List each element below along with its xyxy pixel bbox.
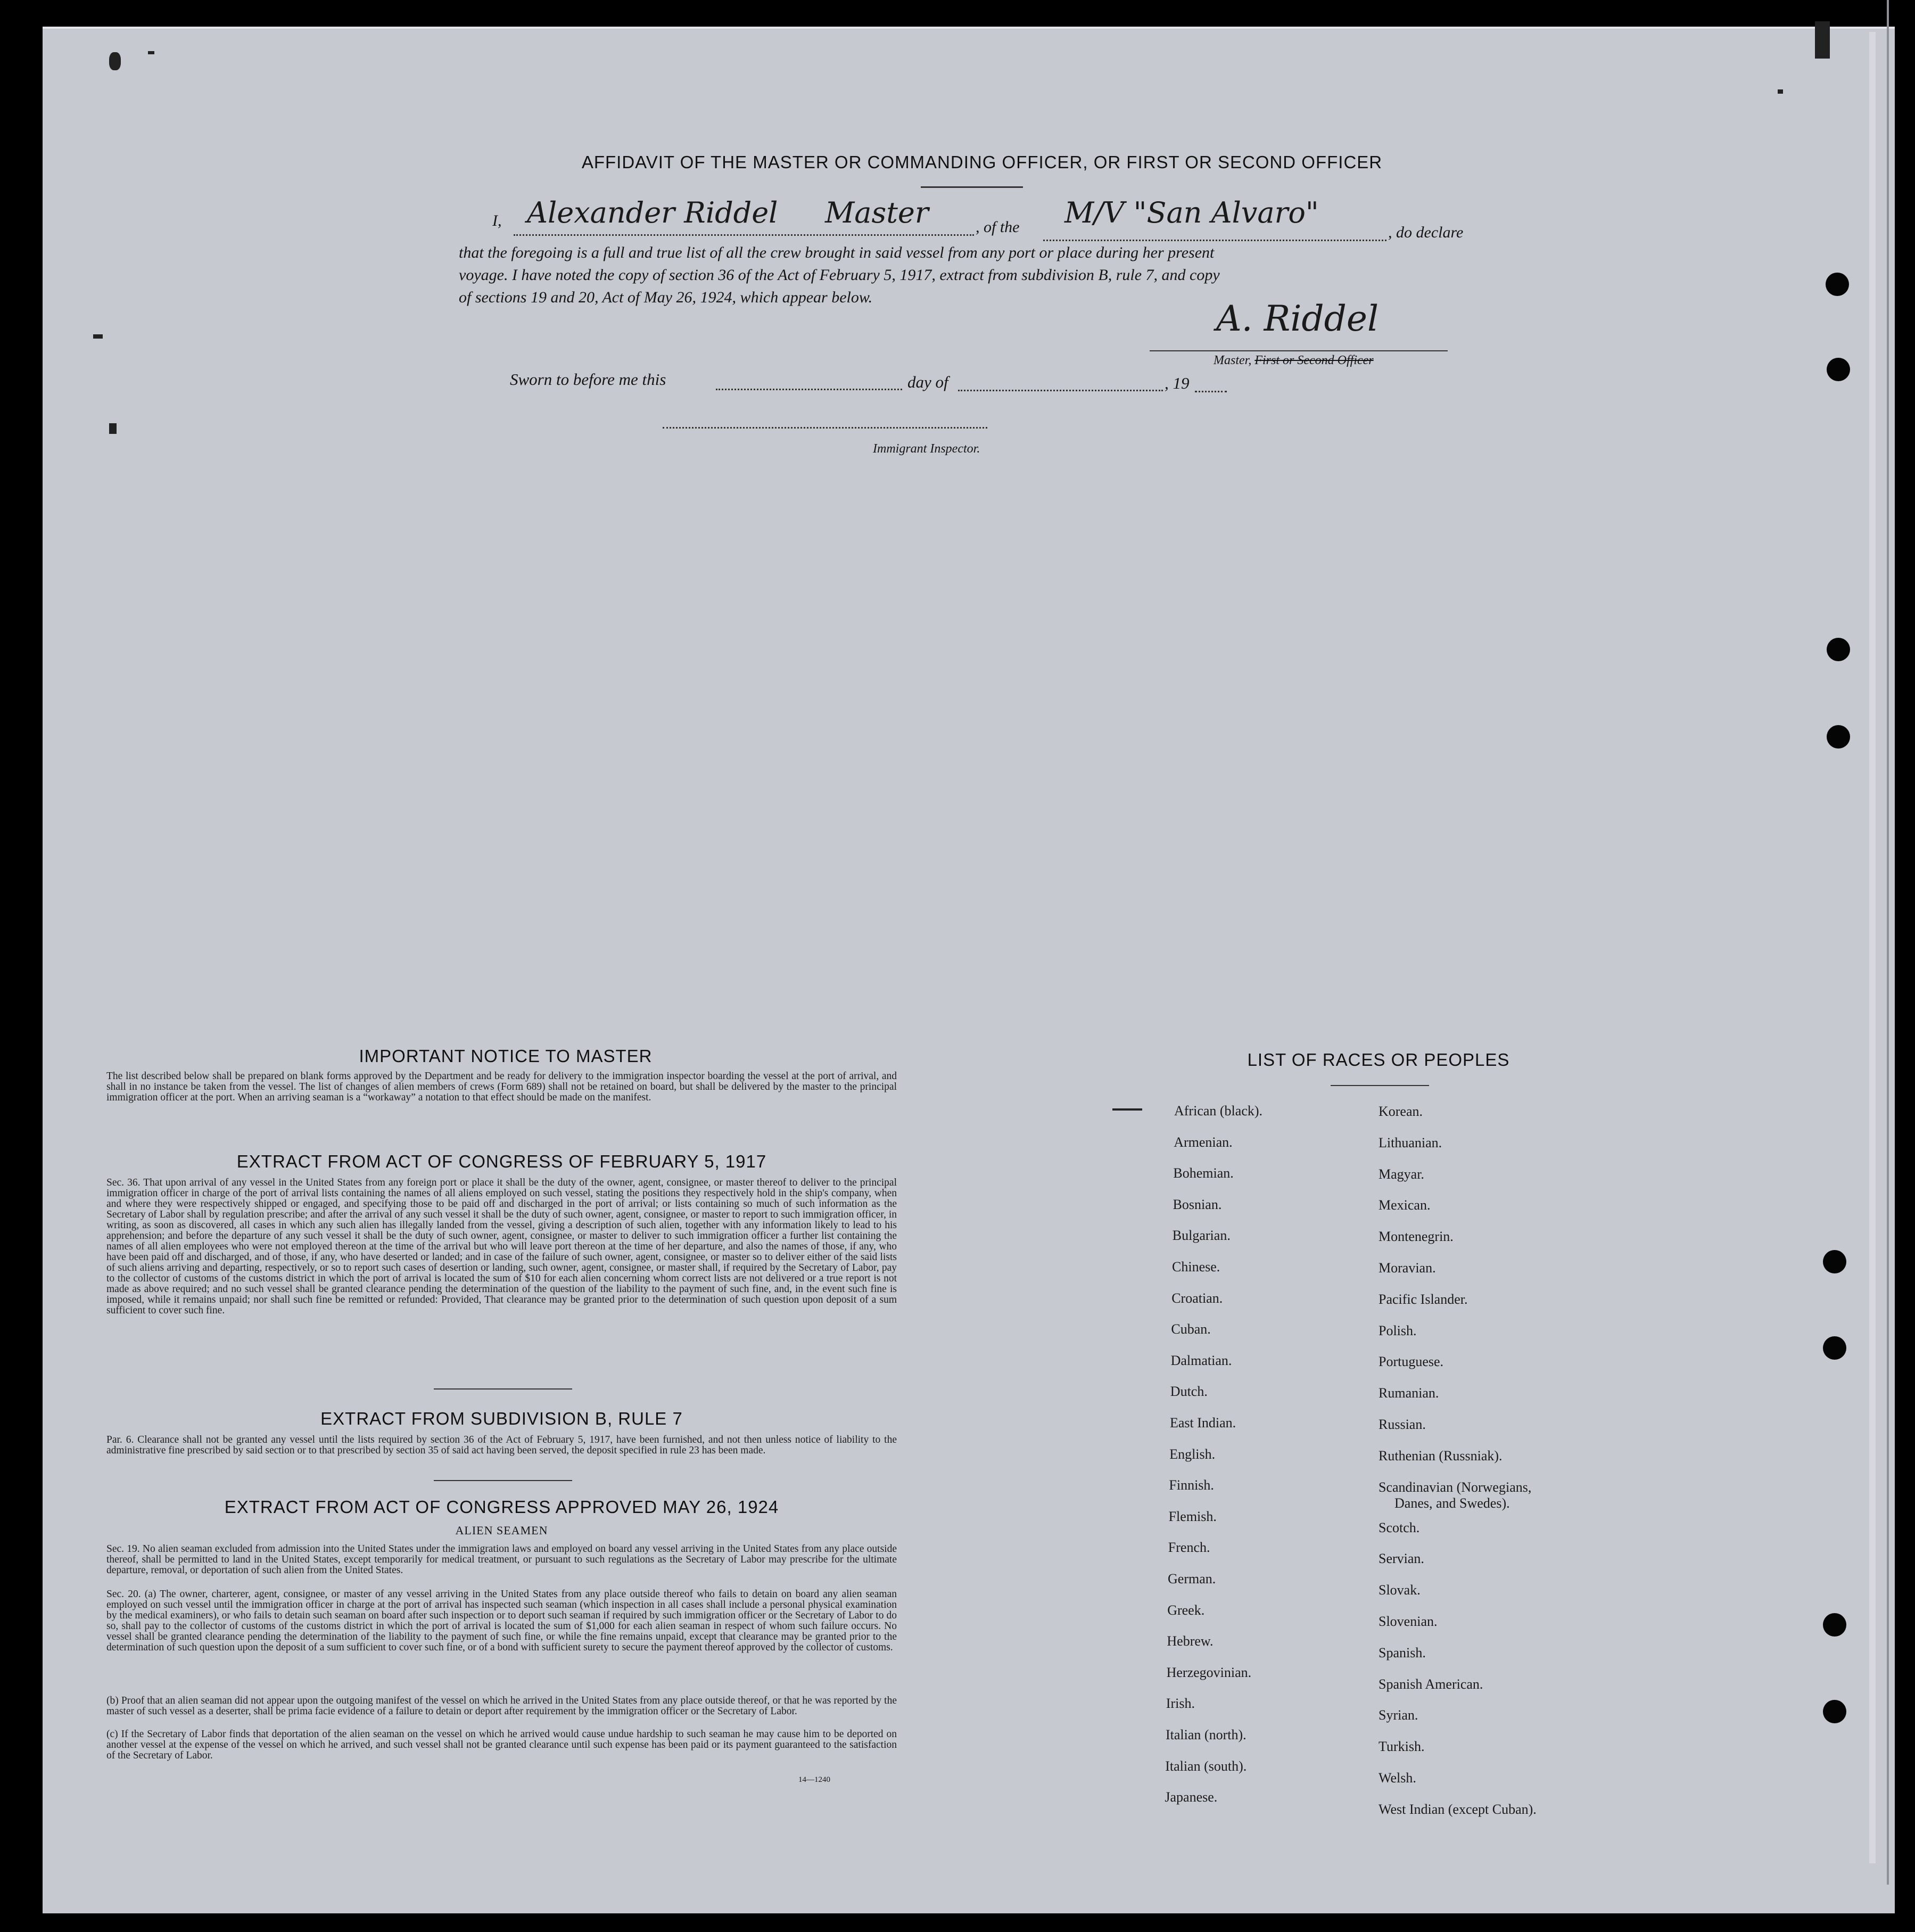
race-item: Russian. xyxy=(1379,1417,1426,1432)
paper-speck xyxy=(1778,89,1783,94)
race-item: Flemish. xyxy=(1168,1508,1217,1524)
extract-1917-title: EXTRACT FROM ACT OF CONGRESS OF FEBRUARY 5, 1917 xyxy=(236,1152,767,1171)
sworn-year-line[interactable] xyxy=(1195,391,1227,392)
binder-hole xyxy=(1827,638,1850,661)
signature-caption-master: Master, xyxy=(1214,353,1252,367)
race-item: Ruthenian (Russniak). xyxy=(1379,1448,1503,1464)
race-item: East Indian. xyxy=(1170,1415,1236,1430)
signature-line xyxy=(1150,350,1448,351)
race-item: Portuguese. xyxy=(1379,1354,1444,1370)
race-item: Turkish. xyxy=(1379,1739,1425,1755)
binder-hole xyxy=(1826,273,1849,296)
race-item: Moravian. xyxy=(1379,1260,1436,1276)
binder-hole xyxy=(1823,1700,1846,1723)
vessel-blank-line[interactable] xyxy=(1043,240,1386,241)
race-item: Cuban. xyxy=(1171,1321,1211,1337)
binder-hole xyxy=(1823,1250,1846,1273)
race-item: Croatian. xyxy=(1171,1290,1223,1306)
paper-speck xyxy=(1112,1108,1142,1111)
sworn-text: Sworn to before me this xyxy=(510,370,666,389)
race-item: Spanish American. xyxy=(1379,1676,1483,1692)
day-of-text: day of xyxy=(907,373,948,391)
alien-seamen-subtitle: ALIEN SEAMEN xyxy=(455,1524,548,1537)
race-item: Japanese. xyxy=(1165,1789,1218,1805)
race-item: Dutch. xyxy=(1170,1384,1208,1400)
rank-handwritten: Master xyxy=(825,196,929,229)
race-item: Herzegovinian. xyxy=(1166,1664,1252,1680)
notice-title: IMPORTANT NOTICE TO MASTER xyxy=(359,1046,653,1066)
race-item: Italian (south). xyxy=(1165,1758,1247,1774)
race-item: Montenegrin. xyxy=(1379,1229,1454,1245)
race-item: Bosnian. xyxy=(1173,1196,1222,1212)
races-rule xyxy=(1331,1085,1429,1086)
master-signature: A. Riddel xyxy=(1216,298,1379,339)
paper-speck xyxy=(109,52,121,70)
paper-speck xyxy=(1815,21,1830,59)
do-declare-text: , do declare xyxy=(1388,224,1464,241)
race-item: German. xyxy=(1168,1571,1216,1586)
title-rule xyxy=(921,186,1023,188)
race-item: Lithuanian. xyxy=(1379,1134,1442,1150)
section-20c-text: (c) If the Secretary of Labor finds that deportation of the alien seaman on the vessel on which he arrived would cause undue hardship to such seaman he may cause him to be deported on another vessel at the expense of the vessel on which he arrived, and such vessel shall not be granted clearance until such expense has been paid or its payment guaranteed to the satisfaction of the Secretary of Labor. xyxy=(106,1729,897,1761)
race-item: Danes, and Swedes). xyxy=(1394,1495,1510,1511)
race-item: Scotch. xyxy=(1379,1519,1420,1535)
race-item: Bohemian. xyxy=(1173,1165,1234,1181)
extract-rule7-body: Par. 6. Clearance shall not be granted any vessel until the lists required by section 36 of the Act of February 5, 1917, have been furnished, and not then unless notice of liability to the administrative fine prescribed by said section or to that prescribed by section 35 of said act having been served, the deposit specified in rule 23 has been made. xyxy=(106,1434,897,1456)
race-item: Pacific Islander. xyxy=(1379,1291,1468,1307)
affidavit-body-line2: voyage. I have noted the copy of section 36 of the Act of February 5, 1917, extract from subdivision B, rule 7, and copy xyxy=(459,266,1220,284)
affidavit-pronoun: I, xyxy=(492,212,502,229)
race-item: Slovak. xyxy=(1379,1582,1421,1598)
race-item: Armenian. xyxy=(1174,1134,1233,1150)
affidavit-body-line1: that the foregoing is a full and true list of all the crew brought in said vessel from any port or place during her present xyxy=(459,244,1215,261)
section-20b-text: (b) Proof that an alien seaman did not appear upon the outgoing manifest of the vessel on which he arrived in the United States from any place outside thereof, or that he was reported by the master of such vessel as a deserter, shall be prima facie evidence of a failure to detain or deport after requirement by the immigration officer or the Secretary of Labor. xyxy=(106,1695,897,1717)
binder-hole xyxy=(1827,358,1850,381)
vessel-name-handwritten: M/V "San Alvaro" xyxy=(1064,196,1319,229)
extract-rule7-title: EXTRACT FROM SUBDIVISION B, RULE 7 xyxy=(320,1409,683,1428)
master-name-handwritten: Alexander Riddel xyxy=(527,196,778,229)
race-item: Bulgarian. xyxy=(1172,1228,1231,1244)
paper-speck xyxy=(93,334,103,339)
race-item: Servian. xyxy=(1379,1551,1424,1567)
race-item: Mexican. xyxy=(1379,1197,1431,1213)
race-item: African (black). xyxy=(1174,1103,1263,1119)
binder-hole xyxy=(1823,1613,1846,1637)
race-item: Irish. xyxy=(1166,1696,1195,1712)
of-the-text: , of the xyxy=(976,218,1020,236)
race-item: Greek. xyxy=(1167,1602,1205,1618)
name-blank-line[interactable] xyxy=(514,234,974,236)
section-rule xyxy=(434,1480,572,1481)
race-item: Slovenian. xyxy=(1379,1614,1438,1629)
paper-speck xyxy=(148,51,154,54)
section-19-text: Sec. 19. No alien seaman excluded from admission into the United States under the immigration laws and employed on board any vessel arriving in the United States from any place outside thereof, shall be permitted to land in the United States, except temporarily for medical treatment, or pursuant to such regulations as the Secretary of Labor may prescribe for the ultimate departure, removal, or deportation of such alien from the United States. xyxy=(106,1543,897,1576)
affidavit-body-line3: of sections 19 and 20, Act of May 26, 1924, which appear below. xyxy=(459,289,873,306)
race-item: Welsh. xyxy=(1379,1770,1416,1786)
signature-caption-struck: First or Second Officer xyxy=(1254,353,1374,367)
race-item: Hebrew. xyxy=(1167,1633,1214,1649)
race-item: Finnish. xyxy=(1169,1477,1214,1493)
race-item: Rumanian. xyxy=(1379,1385,1439,1401)
binder-hole xyxy=(1823,1336,1846,1360)
race-item: Dalmatian. xyxy=(1170,1352,1232,1368)
inspector-label: Immigrant Inspector. xyxy=(873,442,980,456)
year-prefix-text: , 19 xyxy=(1165,374,1190,392)
binding-strip xyxy=(1869,32,1876,1863)
paper-speck xyxy=(109,423,117,434)
race-item: Spanish. xyxy=(1379,1645,1426,1660)
sworn-day-line[interactable] xyxy=(716,389,902,390)
races-title: LIST OF RACES OR PEOPLES xyxy=(1247,1050,1510,1070)
race-item: West Indian (except Cuban). xyxy=(1379,1801,1537,1817)
extract-1924-title: EXTRACT FROM ACT OF CONGRESS APPROVED MAY 26, 1924 xyxy=(224,1497,779,1517)
race-item: English. xyxy=(1169,1446,1216,1462)
race-item: Syrian. xyxy=(1379,1707,1418,1723)
race-item: Chinese. xyxy=(1172,1259,1220,1275)
race-item: Polish. xyxy=(1379,1322,1417,1338)
race-item: Italian (north). xyxy=(1166,1727,1247,1742)
sheet-edge xyxy=(1887,0,1889,1885)
race-item: Scandinavian (Norwegians, xyxy=(1379,1479,1532,1495)
signature-caption xyxy=(1214,353,1374,368)
inspector-signature-line[interactable] xyxy=(663,427,987,429)
notice-body: The list described below shall be prepared on blank forms approved by the Department and be ready for delivery to the immigration inspector boarding the vessel at the port of arrival, and shall in no instance be taken from the vessel. The list of changes of alien members of crews (Form 689) shall not be retained on board, but shall be delivered by the master to the principal immigration officer at the port. When an arriving seaman is a “workaway” a notation to that effect should be made on the manifest. xyxy=(106,1071,897,1103)
sworn-month-line[interactable] xyxy=(958,390,1163,391)
race-item: French. xyxy=(1168,1540,1210,1556)
race-item: Korean. xyxy=(1379,1104,1423,1119)
extract-1917-body: Sec. 36. That upon arrival of any vessel in the United States from any foreign port or place it shall be the duty of the owner, agent, consignee, or master thereof to deliver to the principal immigration officer in charge of the port of arrival lists containing the names of all aliens employed on such vessel, stating the positions they respectively hold in the ship's company, when and where they were respectively shipped or engaged, and specifying those to be paid off and discharged in the port of arrival; or lists containing so much of such information as the Secretary of Labor shall by regulation prescribe; and after the arrival of any such vessel it shall be the duty of such owner, agent, consignee, or master to report to such immigration officer, in writing, as soon as discovered, all cases in which any such alien has illegally landed from the vessel, giving a description of such alien, together with any information likely to lead to his apprehension; and before the departure of any such vessel it shall be the duty of such owner, agent, consignee, or master to deliver to such immigration officer a further list containing the names of all alien employees who were not employed thereon at the time of the arrival but who will leave port thereon at the time of her departure, and also the names of those, if any, who have been paid off and discharged, and of those, if any, who have deserted or landed; and in case of the failure of such owner, agent, consignee, or master so to deliver either of the said lists of such aliens arriving and departing, respectively, or so to report such cases of desertion or landing, such owner, agent, consignee, or master shall, if required by the Secretary of Labor, pay to the collector of customs of the customs district in which the port of arrival is located the sum of $10 for each alien concerning whom correct lists are not delivered or a true report is not made as above required; and no such vessel shall be granted clearance pending the determination of the question of the liability to the payment of such fine, and, in the event such fine is imposed, while it remains unpaid; nor shall such fine be remitted or refunded: Provided, That clearance may be granted prior to the determination of such question upon deposit of a sum sufficient to cover such fine. xyxy=(106,1177,897,1316)
section-20a-text: Sec. 20. (a) The owner, charterer, agent, consignee, or master of any vessel arriving in the United States from any place outside thereof who fails to detain on board any alien seaman employed on such vessel until the immigration officer in charge at the port of arrival has inspected such seaman (which inspection in all cases shall include a personal physical examination by the medical examiners), or who fails to detain such seaman on board after such inspection or to deport such seaman if required by such immigration officer or the Secretary of Labor to do so, shall pay to the collector of customs of the customs district in which the port of arrival is located the sum of $1,000 for each alien seaman in respect of whom such failure occurs. No vessel shall be granted clearance pending the determination of the liability to the payment of such fine, or while the fine remains unpaid, except that clearance may be granted prior to the determination of such question upon the deposit of a sum sufficient to cover such fine, or of a bond with sufficient surety to secure the payment thereof approved by the collector of customs. xyxy=(106,1589,897,1653)
race-item: Magyar. xyxy=(1379,1166,1424,1182)
form-number: 14—1240 xyxy=(798,1775,830,1784)
affidavit-title: AFFIDAVIT OF THE MASTER OR COMMANDING OFFICER, OR FIRST OR SECOND OFFICER xyxy=(581,152,1383,172)
section-rule xyxy=(434,1388,572,1390)
binder-hole xyxy=(1827,725,1850,749)
